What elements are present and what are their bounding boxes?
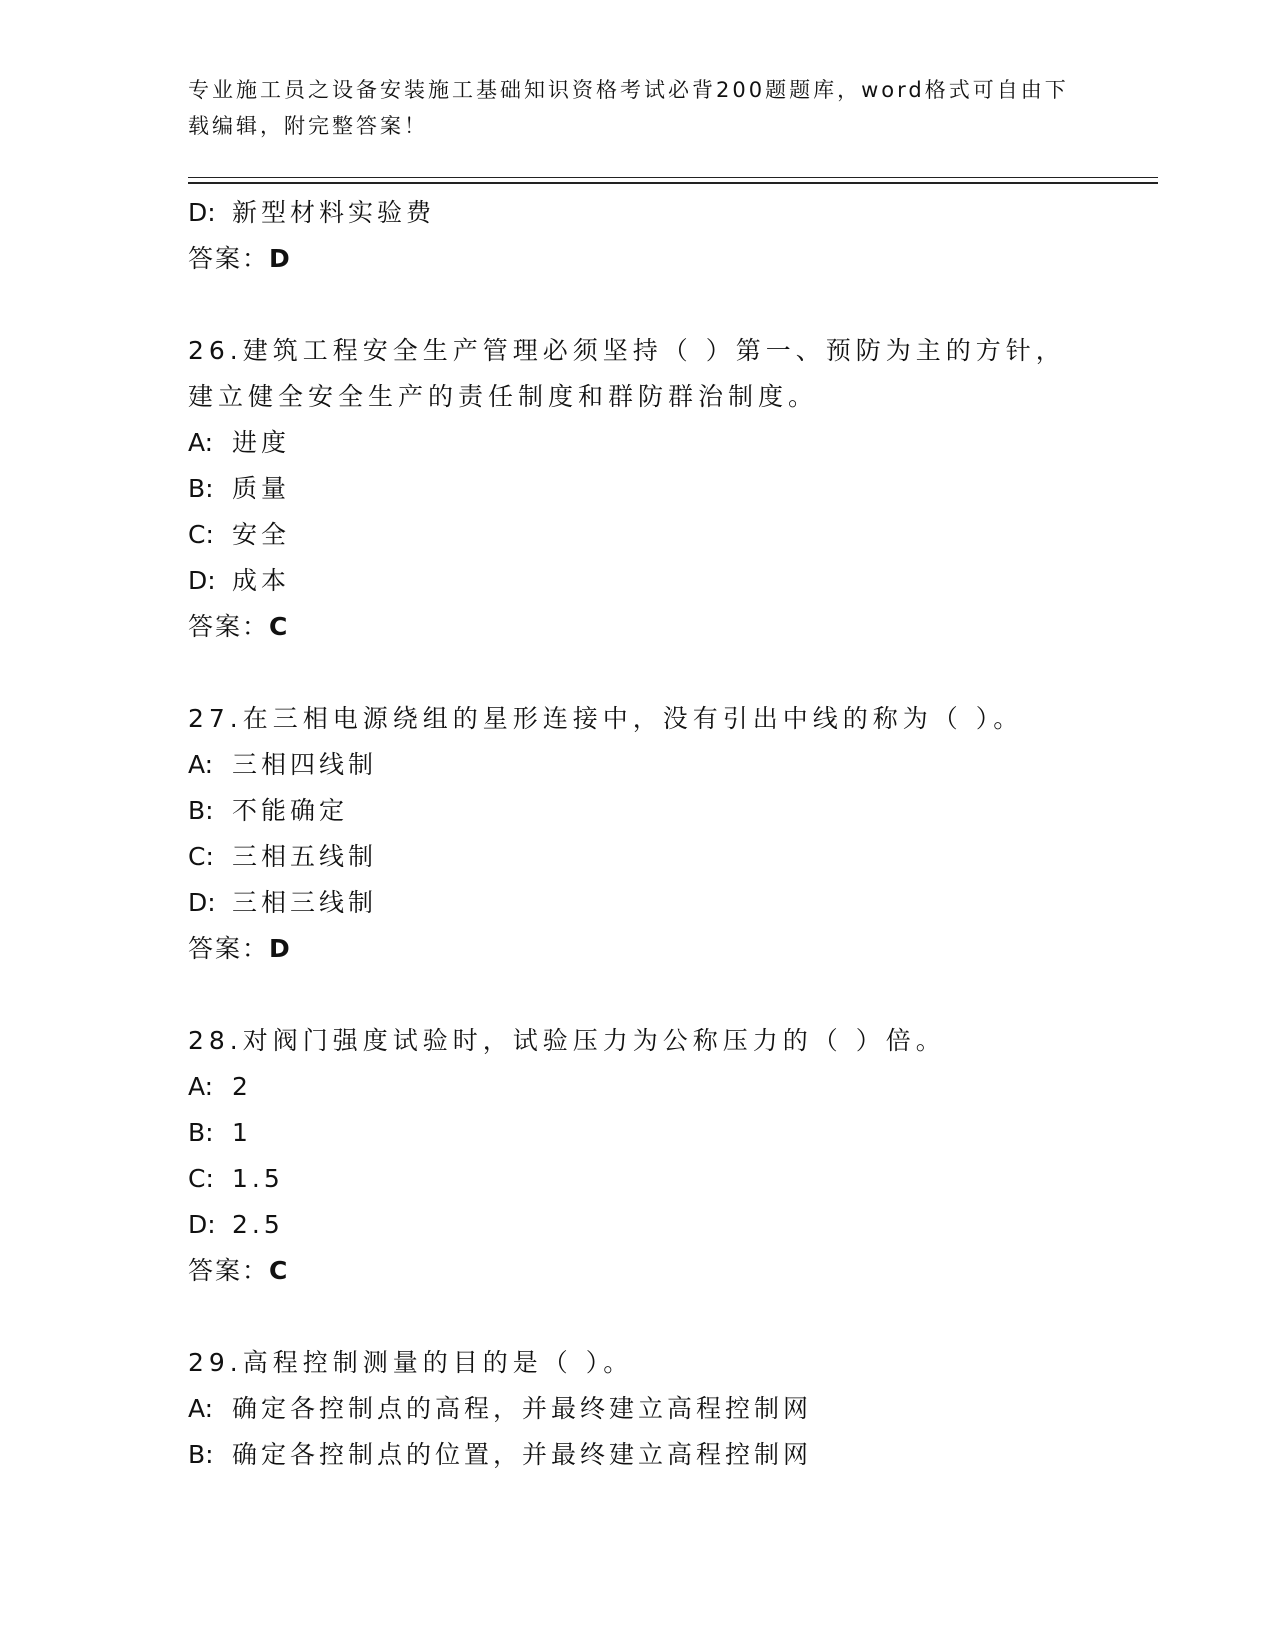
option-b (188, 788, 1088, 834)
question-stem: 26.建筑工程安全生产管理必须坚持（ ）第一、预防为主的方针，建立健全安全生产的责任制度和群防群治制度。 (188, 336, 1066, 411)
answer-label: 答案： (188, 934, 270, 963)
option-letter: A: (188, 1394, 214, 1423)
option-text: 成本 (232, 566, 291, 595)
option-text: 三相三线制 (232, 888, 378, 917)
option-c (188, 1156, 1088, 1202)
option-b (188, 1432, 1088, 1478)
option-a (188, 1386, 1088, 1432)
header-divider-thin (188, 177, 1158, 178)
option-d (188, 190, 1088, 236)
question-list (188, 190, 1088, 1478)
option-b (188, 466, 1088, 512)
header-divider-thick (188, 182, 1158, 184)
question-28 (188, 1018, 1088, 1294)
option-text: 不能确定 (232, 796, 349, 825)
option-text: 进度 (232, 428, 291, 457)
answer-line (188, 1248, 1088, 1294)
question-26 (188, 328, 1088, 650)
option-b (188, 1110, 1088, 1156)
answer-label: 答案： (188, 1256, 270, 1285)
answer-label: 答案： (188, 612, 270, 641)
option-text: 质量 (232, 474, 291, 503)
option-text: 新型材料实验费 (232, 198, 436, 227)
option-letter: A: (188, 428, 214, 457)
option-text: 1.5 (232, 1164, 284, 1193)
option-c (188, 512, 1088, 558)
option-letter: B: (188, 1440, 214, 1469)
document-header: 专业施工员之设备安装施工基础知识资格考试必背200题题库，word格式可自由下载编辑，附完整答案！ (188, 78, 1069, 138)
question-stem: 27.在三相电源绕组的星形连接中，没有引出中线的称为（ ）。 (188, 704, 1024, 733)
option-a (188, 742, 1088, 788)
question-stem: 28.对阀门强度试验时，试验压力为公称压力的（ ）倍。 (188, 1026, 946, 1055)
option-text: 确定各控制点的高程，并最终建立高程控制网 (232, 1394, 813, 1423)
option-letter: C: (188, 842, 214, 871)
option-letter: A: (188, 750, 214, 779)
option-d (188, 558, 1088, 604)
option-c (188, 834, 1088, 880)
answer-value: C (269, 612, 290, 641)
option-letter: C: (188, 520, 214, 549)
question-stem: 29.高程控制测量的目的是（ ）。 (188, 1348, 634, 1377)
option-text: 确定各控制点的位置，并最终建立高程控制网 (232, 1440, 813, 1469)
answer-line (188, 926, 1088, 972)
answer-value: D (269, 934, 292, 963)
option-text: 2 (232, 1072, 252, 1101)
option-text: 三相四线制 (232, 750, 378, 779)
option-text: 三相五线制 (232, 842, 378, 871)
answer-label: 答案： (188, 244, 270, 273)
option-letter: D: (188, 888, 216, 917)
option-letter: D: (188, 1210, 216, 1239)
option-letter: B: (188, 796, 214, 825)
answer-value: C (269, 1256, 290, 1285)
option-d (188, 1202, 1088, 1248)
option-d (188, 880, 1088, 926)
option-a (188, 1064, 1088, 1110)
option-letter: B: (188, 474, 214, 503)
answer-line (188, 604, 1088, 650)
option-text: 2.5 (232, 1210, 284, 1239)
question-29 (188, 1340, 1088, 1478)
option-text: 1 (232, 1118, 252, 1147)
option-letter: D: (188, 566, 216, 595)
option-text: 安全 (232, 520, 291, 549)
answer-value: D (269, 244, 292, 273)
question-27 (188, 696, 1088, 972)
option-letter: D: (188, 198, 216, 227)
option-letter: B: (188, 1118, 214, 1147)
option-a (188, 420, 1088, 466)
option-letter: A: (188, 1072, 214, 1101)
answer-line (188, 236, 1088, 282)
option-letter: C: (188, 1164, 214, 1193)
